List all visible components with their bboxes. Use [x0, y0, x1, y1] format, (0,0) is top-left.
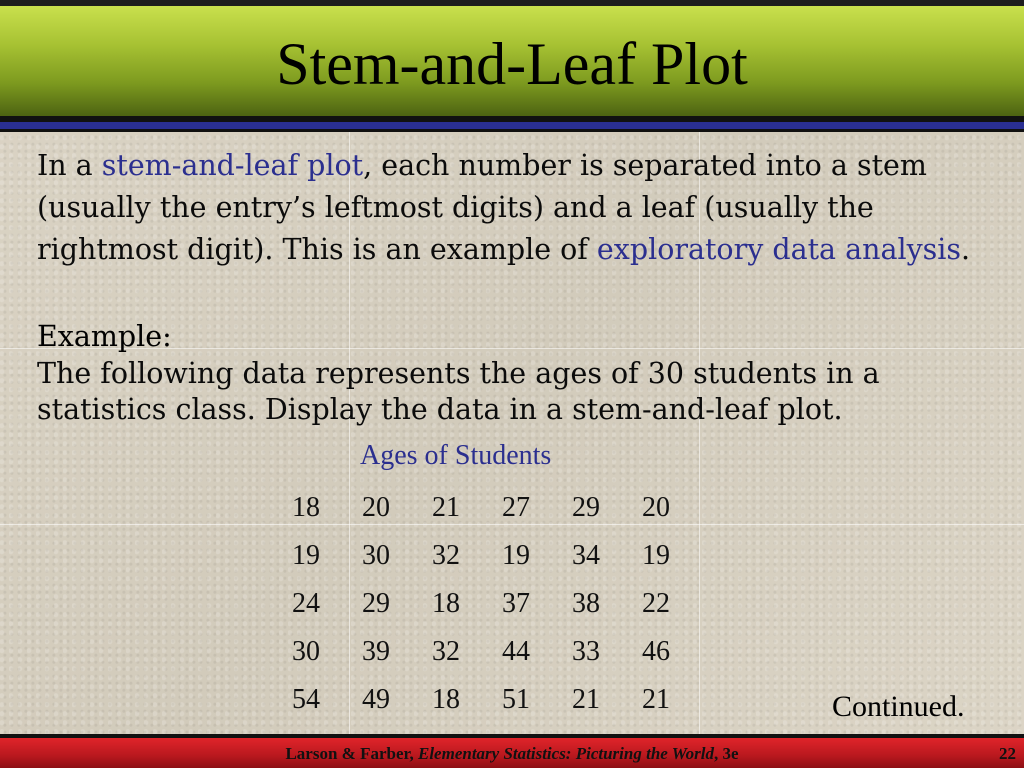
table-cell: 34: [572, 540, 600, 571]
table-cell: 37: [502, 588, 530, 619]
table-title: Ages of Students: [360, 440, 552, 471]
example-label: Example: [37, 320, 163, 353]
footer-book-title: Elementary Statistics: Picturing the World: [418, 744, 714, 763]
table-row: [278, 532, 698, 580]
table-cell: 21: [432, 492, 460, 523]
table-row: [278, 676, 698, 724]
table-row: [278, 484, 698, 532]
table-row: [278, 580, 698, 628]
table-cell: 44: [502, 636, 530, 667]
divider: [0, 129, 1024, 132]
example-colon: :: [162, 320, 172, 353]
table-cell: 38: [572, 588, 600, 619]
table-cell: 46: [642, 636, 670, 667]
table-cell: 29: [362, 588, 390, 619]
table-cell: 18: [432, 588, 460, 619]
intro-paragraph: [37, 145, 997, 271]
table-cell: 27: [502, 492, 530, 523]
table-cell: 19: [642, 540, 670, 571]
footer-citation: [0, 744, 1024, 764]
table-cell: 32: [432, 636, 460, 667]
term-stem-and-leaf-plot: stem-and-leaf plot: [101, 149, 364, 182]
table-cell: 21: [642, 684, 670, 715]
divider: [0, 122, 1024, 129]
table-cell: 24: [292, 588, 320, 619]
table-cell: 49: [362, 684, 390, 715]
intro-text: In a: [37, 149, 102, 182]
table-cell: 18: [292, 492, 320, 523]
table-cell: 30: [292, 636, 320, 667]
table-cell: 51: [502, 684, 530, 715]
footer-authors: Larson & Farber,: [285, 744, 418, 763]
table-cell: 30: [362, 540, 390, 571]
table-cell: 32: [432, 540, 460, 571]
footer-bar: [0, 738, 1024, 768]
intro-text: , each number is separated into a stem (usually the entry’s leftmost digits) and a leaf (usually the rightmost digit). This is an example of: [37, 149, 927, 266]
table-row: [278, 628, 698, 676]
table-cell: 19: [502, 540, 530, 571]
table-cell: 20: [642, 492, 670, 523]
table-cell: 29: [572, 492, 600, 523]
table-cell: 22: [642, 588, 670, 619]
page-number: 22: [999, 744, 1016, 763]
table-cell: 54: [292, 684, 320, 715]
footer-edition: , 3e: [713, 744, 739, 763]
table-cell: 21: [572, 684, 600, 715]
table-cell: 33: [572, 636, 600, 667]
table-cell: 18: [432, 684, 460, 715]
intro-text: .: [961, 233, 971, 266]
ages-table: [278, 484, 698, 724]
page-title: Stem-and-Leaf Plot: [276, 31, 748, 97]
example-heading: [37, 318, 172, 356]
term-exploratory-data-analysis: exploratory data analysis: [596, 233, 962, 266]
table-cell: 19: [292, 540, 320, 571]
table-cell: 20: [362, 492, 390, 523]
table-cell: 39: [362, 636, 390, 667]
example-text: The following data represents the ages of 30 students in a statistics class. Display the data in a stem-and-leaf plot.: [37, 357, 880, 426]
continued-note: Continued.: [832, 690, 965, 723]
